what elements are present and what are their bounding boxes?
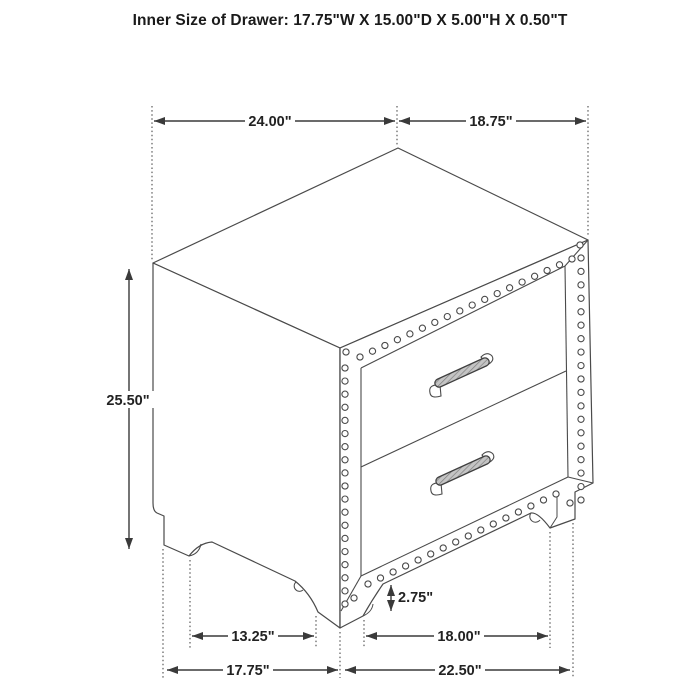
nailhead: [342, 378, 348, 384]
nailhead: [569, 256, 575, 262]
nailhead: [578, 470, 584, 476]
nailhead: [540, 497, 546, 503]
nailhead: [469, 302, 475, 308]
nailhead: [465, 533, 471, 539]
nailhead: [478, 527, 484, 533]
nailhead: [453, 539, 459, 545]
dim-label-leg-height: 2.75": [398, 590, 434, 606]
nailhead: [342, 483, 348, 489]
dim-overall-height: [101, 269, 156, 549]
dim-top-depth: [399, 112, 586, 130]
nailhead: [342, 404, 348, 410]
nailhead: [432, 319, 438, 325]
nailhead: [578, 416, 584, 422]
nailhead: [342, 365, 348, 371]
nailhead: [515, 509, 521, 515]
nailhead: [342, 535, 348, 541]
dim-top-width: [154, 112, 395, 130]
nightstand-drawing: [153, 148, 593, 628]
nailhead: [377, 575, 383, 581]
nailhead: [415, 557, 421, 563]
nailhead: [490, 521, 496, 527]
nailhead: [394, 337, 400, 343]
nailhead: [578, 309, 584, 315]
nailhead: [342, 509, 348, 515]
nailhead: [578, 430, 584, 436]
nailhead: [343, 349, 349, 355]
dim-label-overall-height: 25.50": [106, 393, 150, 409]
nailhead: [342, 549, 348, 555]
dim-leg-height: [391, 585, 442, 611]
nailhead: [419, 325, 425, 331]
nailhead: [578, 363, 584, 369]
nailhead: [407, 331, 413, 337]
nailhead: [578, 349, 584, 355]
nailhead: [578, 336, 584, 342]
nailhead: [519, 279, 525, 285]
nailhead: [556, 262, 562, 268]
nailhead: [578, 268, 584, 274]
nailhead: [578, 295, 584, 301]
nailhead: [428, 551, 434, 557]
nailhead: [342, 444, 348, 450]
nailhead: [457, 308, 463, 314]
nailhead: [444, 314, 450, 320]
nailhead: [532, 273, 538, 279]
nailhead: [440, 545, 446, 551]
nailhead: [342, 431, 348, 437]
dim-bottom-inner-right: [366, 627, 548, 645]
nailhead: [342, 562, 348, 568]
nailhead: [578, 376, 584, 382]
nailhead: [369, 348, 375, 354]
dim-bottom-inner-left: [192, 627, 314, 645]
nailhead: [578, 457, 584, 463]
nailhead: [357, 354, 363, 360]
nailhead: [578, 322, 584, 328]
nailhead: [494, 291, 500, 297]
dim-bottom-overall-left: [167, 661, 338, 679]
dim-label-top-depth: 18.75": [469, 114, 513, 130]
diagram-title: Inner Size of Drawer: 17.75"W X 15.00"D X 5.00"H X 0.50"T: [132, 12, 568, 29]
nailhead: [507, 285, 513, 291]
nailhead: [578, 389, 584, 395]
nailhead: [342, 575, 348, 581]
dim-label-top-width: 24.00": [248, 114, 292, 130]
nailhead: [578, 484, 584, 490]
nailhead: [578, 443, 584, 449]
dim-label-bottom-overall-left: 17.75": [226, 663, 270, 679]
nailhead: [342, 417, 348, 423]
nailhead: [577, 242, 583, 248]
nailhead: [544, 267, 550, 273]
nailhead: [342, 470, 348, 476]
nailhead: [342, 496, 348, 502]
nailhead: [390, 569, 396, 575]
nailhead: [578, 255, 584, 261]
nailhead: [503, 515, 509, 521]
dim-label-bottom-inner-left: 13.25": [231, 629, 275, 645]
nailhead: [382, 342, 388, 348]
nailhead: [342, 588, 348, 594]
dim-bottom-overall-right: [345, 661, 570, 679]
nailhead: [403, 563, 409, 569]
nailhead: [342, 601, 348, 607]
nailhead: [578, 282, 584, 288]
nailhead: [351, 595, 357, 601]
dim-label-bottom-inner-right: 18.00": [437, 629, 481, 645]
nailhead: [342, 457, 348, 463]
nailhead: [578, 497, 584, 503]
nailhead: [482, 296, 488, 302]
nailhead: [567, 500, 573, 506]
nailhead: [578, 403, 584, 409]
dim-label-bottom-overall-right: 22.50": [438, 663, 482, 679]
nailhead: [553, 491, 559, 497]
nailhead: [342, 391, 348, 397]
nailhead: [528, 503, 534, 509]
nailhead: [365, 581, 371, 587]
nailhead: [342, 522, 348, 528]
